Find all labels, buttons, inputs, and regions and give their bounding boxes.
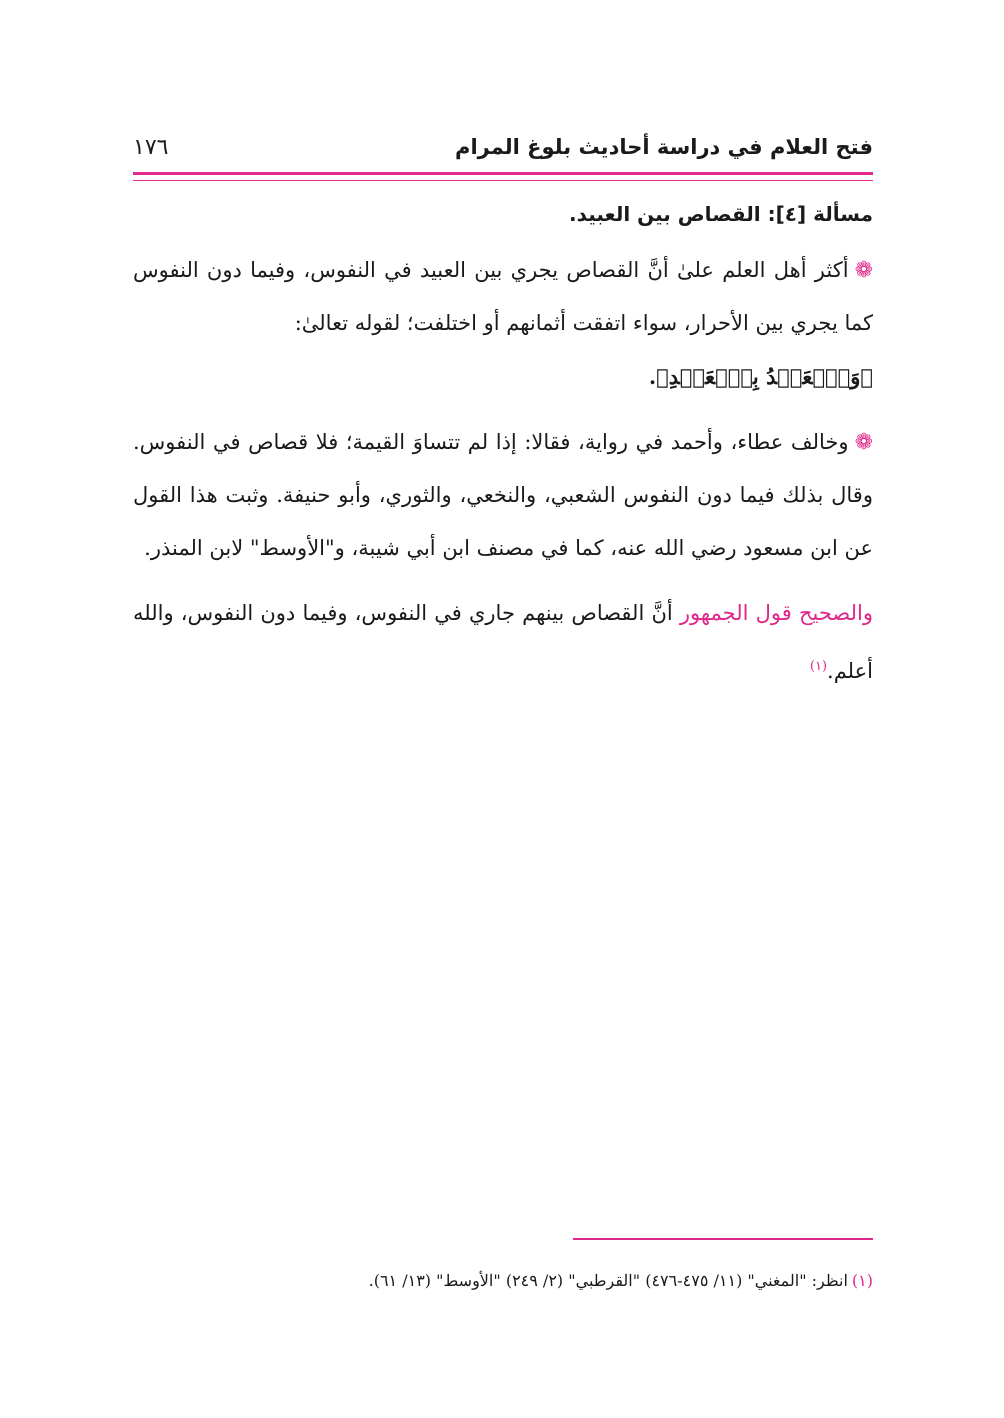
paragraph-3-text: أنَّ القصاص بينهم جاري في النفوس، وفيما دون النفوس، والله أعلم.	[133, 601, 873, 683]
flower-icon: ❁	[854, 430, 873, 455]
paragraph-2	[133, 416, 873, 575]
page-number: ١٧٦	[133, 134, 169, 160]
page-header	[133, 130, 873, 164]
footnote-text: انظر: "المغني" (١١/ ٤٧٥-٤٧٦) "القرطبي" (٢/ ٢٤٩) "الأوسط" (١٣/ ٦١).	[368, 1271, 848, 1290]
footnote-number: (١)	[851, 1271, 873, 1290]
header-rule-thin	[133, 180, 873, 181]
paragraph-3	[133, 587, 873, 698]
masala-title: القصاص بين العبيد.	[569, 202, 761, 226]
paragraph-2-text: وخالف عطاء، وأحمد في رواية، فقالا: إذا لم تتساوَ القيمة؛ فلا قصاص في النفوس. وقال بذلك فيما دون النفوس الشعبي، والنخعي، والثوري، وأبو حنيفة. وثبت هذا القول عن ابن مسعود رضي الله عنه، كما في مصنف ابن أبي شيبة، و"الأوسط" لابن المنذر.	[133, 430, 873, 560]
masala-heading	[133, 196, 873, 232]
highlight-phrase: والصحيح قول الجمهور	[679, 601, 873, 625]
header-rule-thick	[133, 172, 873, 175]
paragraph-1-text: أكثر أهل العلم علىٰ أنَّ القصاص يجري بين العبيد في النفوس، وفيما دون النفوس كما يجري بين الأحرار، سواء اتفقت أثمانهم أو اختلفت؛ لقوله تعالىٰ:	[133, 258, 873, 335]
quran-verse: ﴿وَٱلۡعَبۡدُ بِٱلۡعَبۡدِ﴾.	[648, 364, 873, 389]
masala-label: مسألة [٤]:	[767, 202, 873, 226]
running-title: فتح العلام في دراسة أحاديث بلوغ المرام	[455, 135, 873, 159]
main-text	[133, 196, 873, 710]
footnote-rule	[573, 1238, 873, 1240]
footnote-reference[interactable]: (١)	[809, 659, 828, 674]
paragraph-1	[133, 244, 873, 404]
footnote	[133, 1268, 873, 1294]
flower-icon: ❁	[854, 258, 873, 283]
